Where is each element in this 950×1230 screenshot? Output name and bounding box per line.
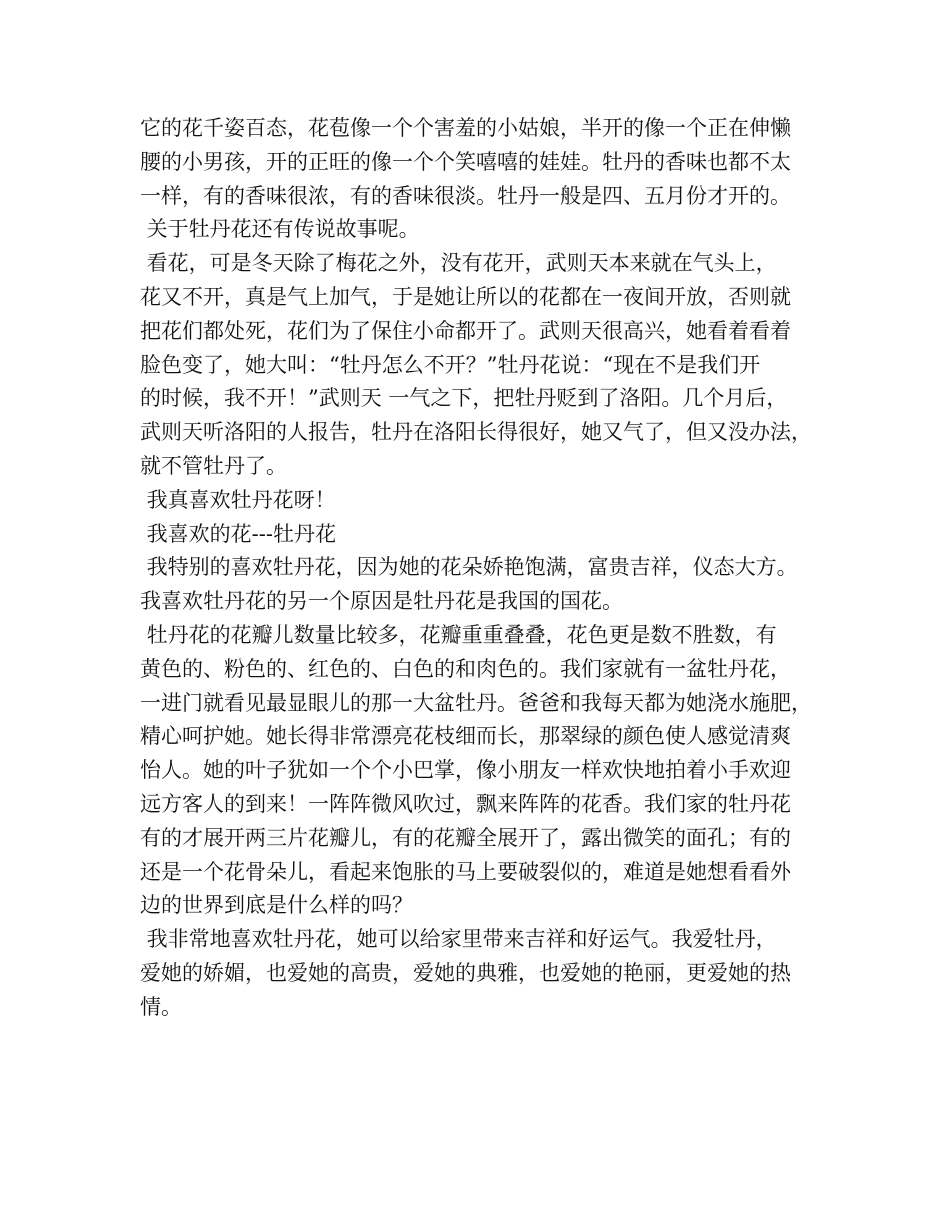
text-line: 花又不开，真是气上加气，于是她让所以的花都在一夜间开放，否则就: [140, 284, 791, 309]
text-line: 远方客人的到来！一阵阵微风吹过，飘来阵阵的花香。我们家的牡丹花: [140, 791, 791, 816]
text-line: 武则天听洛阳的人报告，牡丹在洛阳长得很好，她又气了，但又没办法，: [140, 420, 812, 445]
text-line: 还是一个花骨朵儿，看起来饱胀的马上要破裂似的，难道是她想看看外: [140, 859, 791, 884]
text-line: 关于牡丹花还有传说故事呢。: [140, 217, 420, 242]
text-line: 有的才展开两三片花瓣儿，有的花瓣全展开了，露出微笑的面孔；有的: [140, 825, 791, 850]
text-line: 它的花千姿百态，花苞像一个个害羞的小姑娘，半开的像一个正在伸懒: [140, 116, 791, 140]
text-line: 黄色的、粉色的、红色的、白色的和肉色的。我们家就有一盆牡丹花，: [140, 656, 791, 681]
text-line: 精心呵护她。她长得非常漂亮花枝细而长，那翠绿的颜色使人感觉清爽: [140, 724, 791, 749]
text-line: 我喜欢的花---牡丹花: [140, 521, 336, 546]
text-line: 牡丹花的花瓣儿数量比较多，花瓣重重叠叠，花色更是数不胜数，有: [140, 622, 777, 647]
text-line: 怡人。她的叶子犹如一个个小巴掌，像小朋友一样欢快地拍着小手欢迎: [140, 758, 791, 783]
text-line: 我喜欢牡丹花的另一个原因是牡丹花是我国的国花。: [140, 589, 623, 614]
text-line: 看花，可是冬天除了梅花之外，没有花开，武则天本来就在气头上，: [140, 251, 777, 276]
text-line: 一进门就看见最显眼儿的那一大盆牡丹。爸爸和我每天都为她浇水施肥，: [140, 690, 812, 715]
text-line: 一样，有的香味很浓，有的香味很淡。牡丹一般是四、五月份才开的。: [140, 183, 791, 208]
text-line: 就不管牡丹了。: [140, 453, 287, 478]
text-line: 脸色变了，她大叫：“牡丹怎么不开？”牡丹花说：“现在不是我们开: [140, 352, 761, 377]
text-line: 我非常地喜欢牡丹花，她可以给家里带来吉祥和好运气。我爱牡丹，: [140, 927, 777, 952]
text-line: 爱她的娇媚，也爱她的高贵，爱她的典雅，也爱她的艳丽，更爱她的热: [140, 960, 791, 985]
text-line: 我真喜欢牡丹花呀！: [140, 487, 336, 512]
text-line: 我特别的喜欢牡丹花，因为她的花朵娇艳饱满，富贵吉祥，仪态大方。: [140, 555, 798, 580]
text-line: 情。: [140, 994, 182, 1019]
text-line: 边的世界到底是什么样的吗？: [140, 893, 413, 918]
text-line: 把花们都处死，花们为了保住小命都开了。武则天很高兴，她看着看着: [140, 318, 791, 343]
text-line: 的时候，我不开！”武则天 一气之下，把牡丹贬到了洛阳。几个月后，: [140, 386, 788, 411]
text-line: 腰的小男孩，开的正旺的像一个个笑嘻嘻的娃娃。牡丹的香味也都不太: [140, 149, 791, 174]
document-body: [140, 112, 840, 1025]
